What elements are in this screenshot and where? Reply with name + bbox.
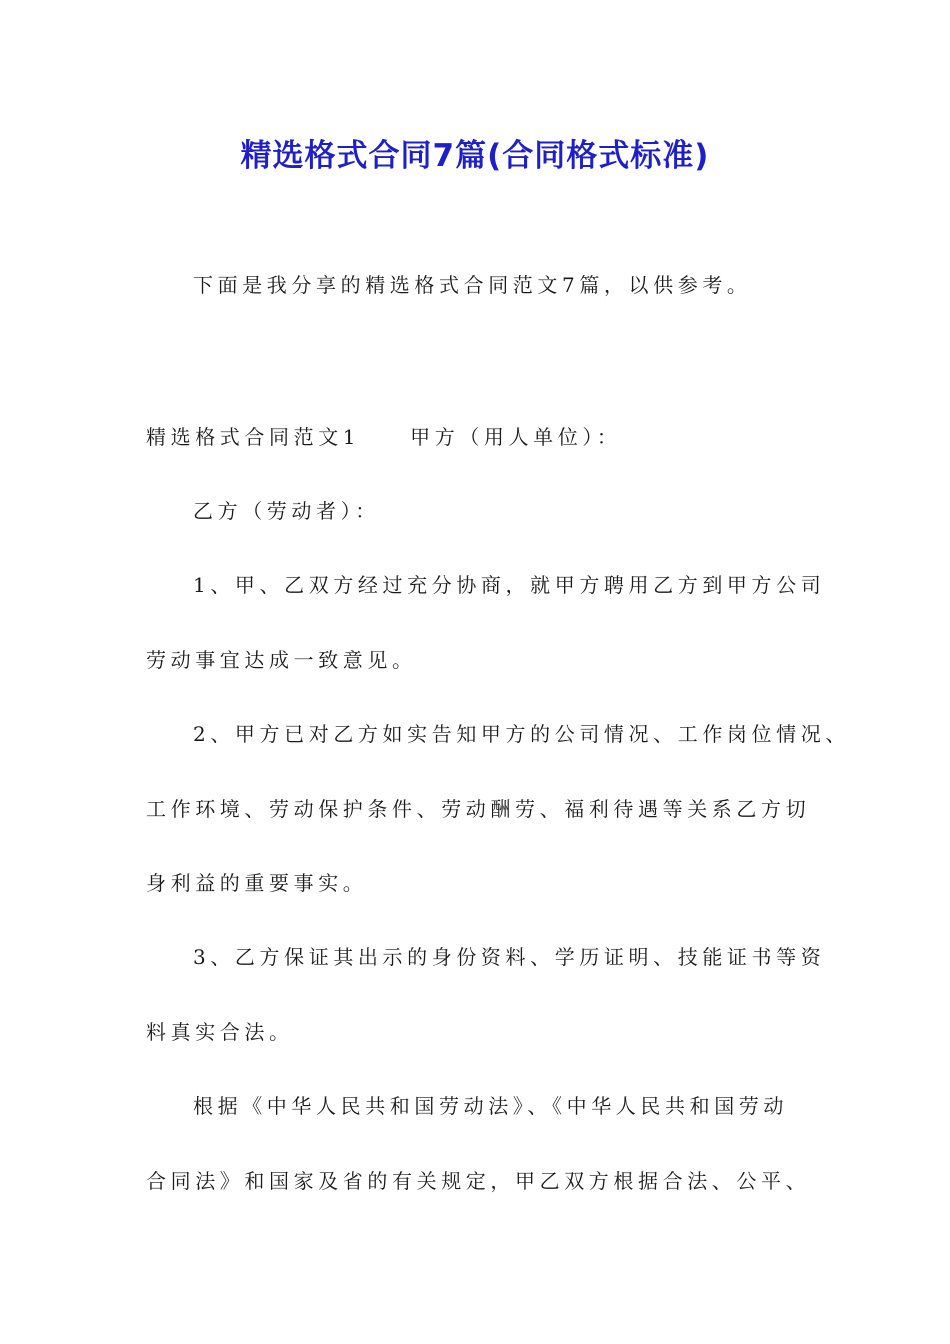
section-heading-row xyxy=(146,423,622,451)
paragraph-line: 1、甲、乙双方经过充分协商，就甲方聘用乙方到甲方公司 xyxy=(193,573,826,597)
paragraph-line: 劳动事宜达成一致意见。 xyxy=(146,648,417,672)
party-b-label: 乙方（劳动者）： xyxy=(193,499,380,523)
paragraph-line: 根据《中华人民共和国劳动法》、《中华人民共和国劳动 xyxy=(193,1094,788,1118)
paragraph-line: 合同法》和国家及省的有关规定，甲乙双方根据合法、公平、 xyxy=(146,1169,811,1193)
paragraph-line: 工作环境、劳动保护条件、劳动酬劳、福利待遇等关系乙方切 xyxy=(146,797,811,821)
paragraph-line: 料真实合法。 xyxy=(146,1020,294,1044)
party-a-label: 甲方（用人单位）： xyxy=(410,425,622,449)
paragraph-line: 2、甲方已对乙方如实告知甲方的公司情况、工作岗位情况、 xyxy=(193,722,850,746)
paragraph-line: 3、乙方保证其出示的身份资料、学历证明、技能证书等资 xyxy=(193,945,826,969)
intro-paragraph: 下面是我分享的精选格式合同范文7篇，以供参考。 xyxy=(193,273,752,297)
section-heading: 精选格式合同范文1 xyxy=(146,425,361,449)
paragraph-line: 身利益的重要事实。 xyxy=(146,871,368,895)
document-title: 精选格式合同7篇(合同格式标准) xyxy=(240,138,710,174)
